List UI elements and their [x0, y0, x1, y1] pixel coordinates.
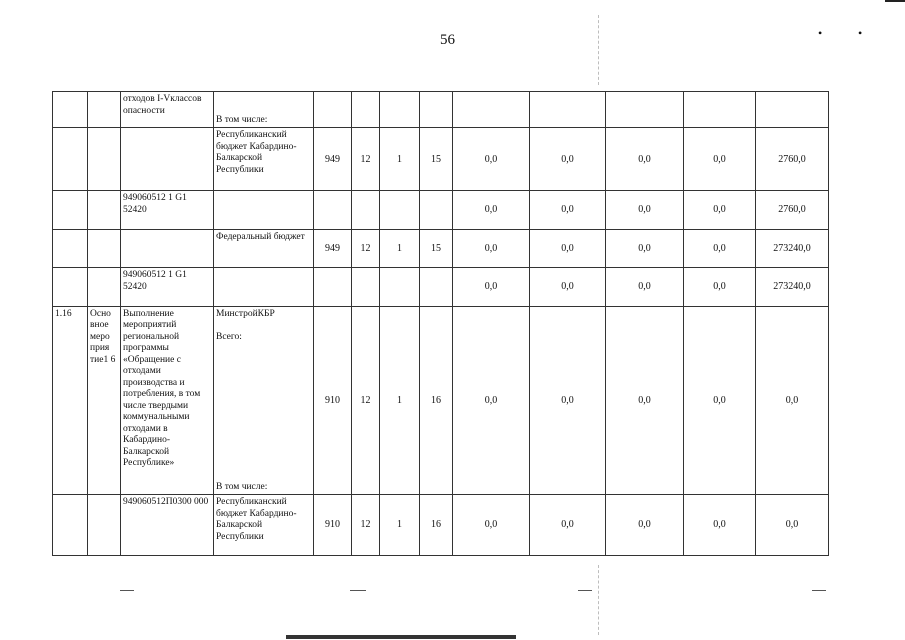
table-row — [53, 92, 829, 128]
description-cell: отходов I-Vклассов опасности — [121, 92, 214, 128]
value-cell: 0,0 — [530, 495, 606, 556]
row-number-cell — [53, 191, 88, 229]
code-grbs-cell — [314, 191, 352, 229]
code-rz-cell — [352, 268, 380, 306]
value-cell — [756, 92, 829, 128]
scan-fold-line — [598, 15, 599, 85]
value-cell: 0,0 — [453, 495, 530, 556]
code-rz-cell — [352, 191, 380, 229]
row-number-cell — [53, 495, 88, 556]
code-vr-cell — [420, 92, 453, 128]
table-row — [53, 191, 829, 229]
page-number: 56 — [440, 32, 455, 48]
value-cell: 2760,0 — [756, 191, 829, 229]
value-cell: 0,0 — [606, 306, 684, 494]
value-cell: 0,0 — [684, 229, 756, 267]
budget-table — [52, 91, 829, 556]
description-cell — [121, 128, 214, 191]
code-vr-cell: 15 — [420, 128, 453, 191]
code-pr-cell: 1 — [380, 229, 420, 267]
source-subnote: В том числе: — [216, 481, 268, 492]
source-cell — [214, 128, 314, 191]
value-cell: 0,0 — [684, 306, 756, 494]
row-number-cell — [53, 268, 88, 306]
scan-dash — [120, 590, 134, 591]
source-cell — [214, 92, 314, 128]
code-pr-cell — [380, 191, 420, 229]
value-cell: 0,0 — [606, 495, 684, 556]
table-row — [53, 306, 829, 494]
row-number-cell — [53, 229, 88, 267]
code-grbs-cell — [314, 92, 352, 128]
table-row — [53, 268, 829, 306]
scan-fold-line-bottom — [598, 565, 599, 635]
scan-artifact-bar — [286, 635, 516, 639]
value-cell: 0,0 — [756, 495, 829, 556]
code-pr-cell: 1 — [380, 495, 420, 556]
description-cell: 949060512 1 G1 52420 — [121, 268, 214, 306]
code-vr-cell: 16 — [420, 495, 453, 556]
code-rz-cell — [352, 92, 380, 128]
table-row — [53, 495, 829, 556]
source-subnote: В том числе: — [216, 114, 268, 125]
value-cell: 0,0 — [606, 268, 684, 306]
scan-dot: • — [818, 26, 823, 40]
value-cell: 273240,0 — [756, 229, 829, 267]
scan-dash — [350, 590, 366, 591]
code-grbs-cell — [314, 268, 352, 306]
value-cell — [684, 92, 756, 128]
value-cell: 0,0 — [606, 128, 684, 191]
source-text: Федеральный бюджет — [216, 231, 305, 242]
description-cell: 949060512П0300 000 — [121, 495, 214, 556]
value-cell: 0,0 — [684, 495, 756, 556]
code-vr-cell — [420, 268, 453, 306]
code-pr-cell: 1 — [380, 306, 420, 494]
source-cell — [214, 229, 314, 267]
code-pr-cell: 1 — [380, 128, 420, 191]
code-rz-cell: 12 — [352, 495, 380, 556]
code-pr-cell — [380, 92, 420, 128]
code-grbs-cell: 910 — [314, 495, 352, 556]
description-cell — [121, 229, 214, 267]
value-cell: 0,0 — [530, 229, 606, 267]
event-type-cell — [88, 128, 121, 191]
code-grbs-cell: 910 — [314, 306, 352, 494]
table-row — [53, 128, 829, 191]
description-cell: Выполнение мероприятий региональной программы «Обращение с отходами производства и потребления, в том числе твердыми коммунальными отходами в Кабардино-Балкарской Республике» — [121, 306, 214, 494]
value-cell: 0,0 — [684, 128, 756, 191]
code-rz-cell: 12 — [352, 128, 380, 191]
value-cell: 0,0 — [684, 191, 756, 229]
value-cell: 273240,0 — [756, 268, 829, 306]
value-cell: 0,0 — [453, 306, 530, 494]
event-type-cell — [88, 191, 121, 229]
scan-dot: • — [858, 26, 863, 40]
row-number-cell: 1.16 — [53, 306, 88, 494]
event-type-cell — [88, 92, 121, 128]
value-cell — [530, 92, 606, 128]
value-cell: 2760,0 — [756, 128, 829, 191]
code-rz-cell: 12 — [352, 229, 380, 267]
scan-dash — [812, 590, 826, 591]
event-type-cell — [88, 229, 121, 267]
row-number-cell — [53, 128, 88, 191]
source-cell — [214, 191, 314, 229]
value-cell: 0,0 — [453, 191, 530, 229]
value-cell: 0,0 — [453, 128, 530, 191]
value-cell: 0,0 — [684, 268, 756, 306]
value-cell: 0,0 — [606, 229, 684, 267]
value-cell — [606, 92, 684, 128]
table-row — [53, 229, 829, 267]
event-type-cell — [88, 268, 121, 306]
code-grbs-cell: 949 — [314, 128, 352, 191]
source-cell — [214, 268, 314, 306]
value-cell: 0,0 — [530, 268, 606, 306]
value-cell — [453, 92, 530, 128]
value-cell: 0,0 — [530, 191, 606, 229]
value-cell: 0,0 — [606, 191, 684, 229]
source-text: МинстройКБР Всего: — [216, 308, 275, 342]
value-cell: 0,0 — [530, 306, 606, 494]
scan-mark — [885, 0, 905, 2]
scan-dash — [578, 590, 592, 591]
code-vr-cell: 15 — [420, 229, 453, 267]
value-cell: 0,0 — [453, 268, 530, 306]
source-cell — [214, 495, 314, 556]
event-type-cell — [88, 495, 121, 556]
code-rz-cell: 12 — [352, 306, 380, 494]
code-grbs-cell: 949 — [314, 229, 352, 267]
code-pr-cell — [380, 268, 420, 306]
code-vr-cell: 16 — [420, 306, 453, 494]
description-cell: 949060512 1 G1 52420 — [121, 191, 214, 229]
value-cell: 0,0 — [756, 306, 829, 494]
source-text: Республиканский бюджет Кабардино-Балкарской Республики — [216, 497, 297, 542]
row-number-cell — [53, 92, 88, 128]
code-vr-cell — [420, 191, 453, 229]
event-type-cell: Осно вное меро прия тие1 6 — [88, 306, 121, 494]
source-text: Республиканский бюджет Кабардино-Балкарской Республики — [216, 130, 297, 175]
source-cell — [214, 306, 314, 494]
value-cell: 0,0 — [530, 128, 606, 191]
value-cell: 0,0 — [453, 229, 530, 267]
